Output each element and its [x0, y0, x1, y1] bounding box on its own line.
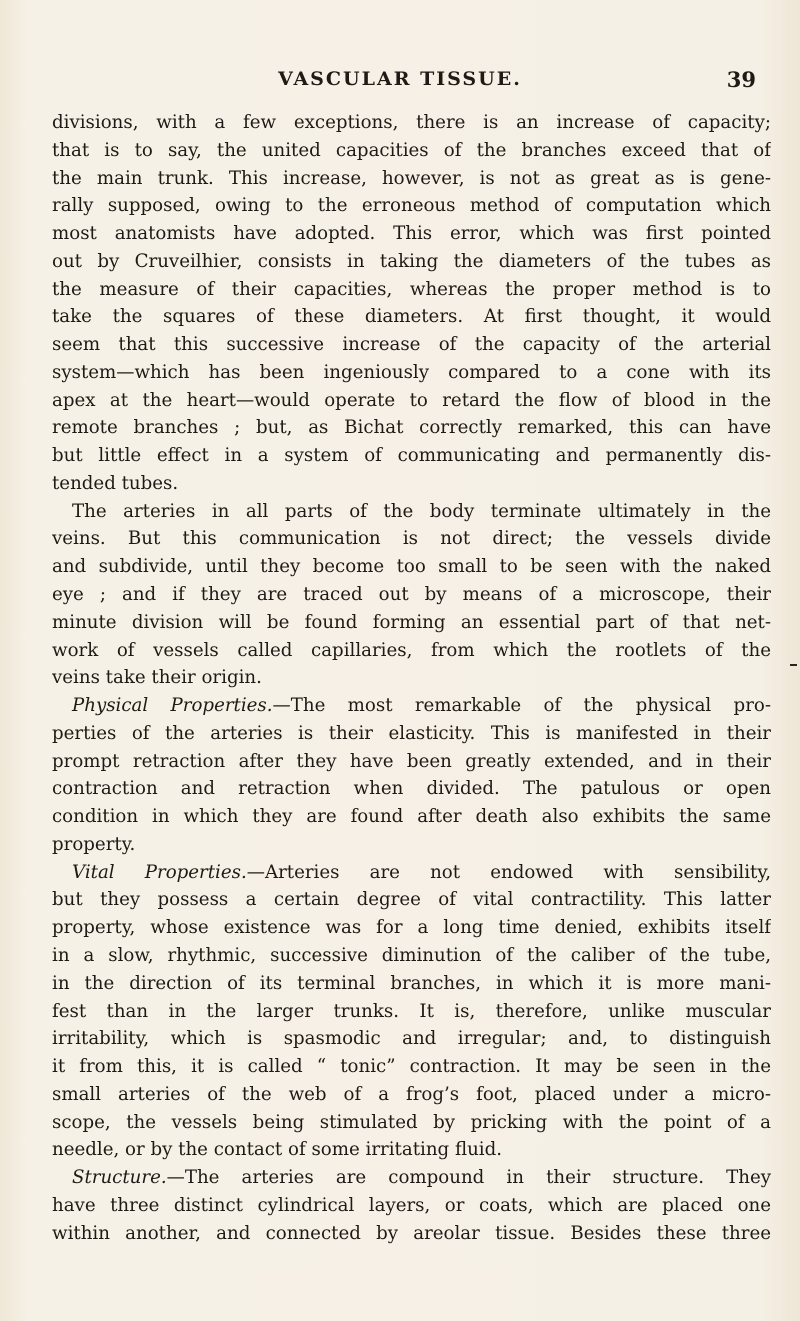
- text-line: perties of the arteries is their elasticity. This is manifested in their: [52, 722, 771, 744]
- text-line: most anatomists have adopted. This error, which was first pointed: [52, 223, 771, 245]
- text-line-with-heading: [52, 1164, 771, 1192]
- text-line: needle, or by the contact of some irritating fluid.: [52, 1139, 503, 1161]
- text-line: take the squares of these diameters. At first thought, it would: [52, 306, 771, 328]
- text-line: irritability, which is spasmodic and irregular; and, to distinguish: [52, 1028, 771, 1050]
- text-line-with-heading: [52, 692, 771, 720]
- page-number: 39: [726, 67, 756, 92]
- text-line: condition in which they are found after death also exhibits the same: [52, 806, 771, 828]
- text-line: small arteries of the web of a frog’s foot, placed under a micro-: [52, 1083, 771, 1105]
- text-line: The arteries in all parts of the body terminate ultimately in the: [72, 500, 771, 522]
- text-line: work of vessels called capillaries, from which the rootlets of the: [52, 639, 771, 661]
- text-line: minute division will be found forming an essential part of that net-: [52, 611, 771, 633]
- text-line: have three distinct cylindrical layers, or coats, which are placed one: [52, 1194, 771, 1216]
- text-line: that is to say, the united capacities of the branches exceed that of: [52, 139, 771, 161]
- text-line-tail: —Arteries are not endowed with sensibility,: [246, 861, 771, 883]
- margin-mark: [790, 664, 797, 666]
- text-line: the measure of their capacities, whereas the proper method is to: [52, 278, 771, 300]
- text-line: in the direction of its terminal branches, in which it is more mani-: [52, 972, 771, 994]
- text-line: and subdivide, until they become too small to be seen with the naked: [52, 556, 771, 578]
- text-line: contraction and retraction when divided. The patulous or open: [52, 778, 771, 800]
- text-line: the main trunk. This increase, however, is not as great as is gene-: [52, 167, 771, 189]
- text-line: scope, the vessels being stimulated by pricking with the point of a: [52, 1111, 771, 1133]
- text-line-tail: —The arteries are compound in their structure. They: [166, 1167, 771, 1189]
- text-line: property.: [52, 833, 136, 855]
- text-line: but they possess a certain degree of vital contractility. This latter: [52, 889, 771, 911]
- text-line: remote branches ; but, as Bichat correctly remarked, this can have: [52, 417, 771, 439]
- text-line: veins. But this communication is not direct; the vessels divide: [52, 528, 771, 550]
- text-line: divisions, with a few exceptions, there is an increase of capacity;: [52, 112, 771, 133]
- text-line: rally supposed, owing to the erroneous method of computation which: [52, 195, 771, 217]
- text-line: it from this, it is called “ tonic” contraction. It may be seen in the: [52, 1056, 771, 1078]
- text-line: tended tubes.: [52, 472, 179, 494]
- running-head: VASCULAR TISSUE.: [278, 68, 522, 90]
- text-line: seem that this successive increase of the capacity of the arterial: [52, 334, 771, 356]
- text-line-with-heading: [52, 859, 771, 887]
- text-line: fest than in the larger trunks. It is, therefore, unlike muscular: [52, 1000, 771, 1022]
- text-line: apex at the heart—would operate to retard the flow of blood in the: [52, 389, 771, 411]
- text-line: system—which has been ingeniously compared to a cone with its: [52, 361, 771, 383]
- text-line: out by Cruveilhier, consists in taking the diameters of the tubes as: [52, 250, 771, 272]
- section-heading-physical: Physical Properties.: [72, 695, 273, 717]
- text-line: but little effect in a system of communicating and permanently dis-: [52, 445, 771, 467]
- body-text: [52, 109, 771, 1247]
- text-line: eye ; and if they are traced out by means of a microscope, their: [52, 584, 771, 606]
- page-header: [0, 68, 800, 98]
- text-line: property, whose existence was for a long time denied, exhibits itself: [52, 917, 771, 939]
- text-line: veins take their origin.: [52, 667, 262, 689]
- section-heading-structure: Structure.: [72, 1167, 167, 1189]
- text-line: within another, and connected by areolar tissue. Besides these three: [52, 1222, 771, 1244]
- section-heading-vital: Vital Properties.: [72, 861, 247, 883]
- text-line: in a slow, rhythmic, successive diminution of the caliber of the tube,: [52, 944, 771, 966]
- text-line: prompt retraction after they have been greatly extended, and in their: [52, 750, 771, 772]
- text-line-tail: —The most remarkable of the physical pro-: [272, 695, 771, 717]
